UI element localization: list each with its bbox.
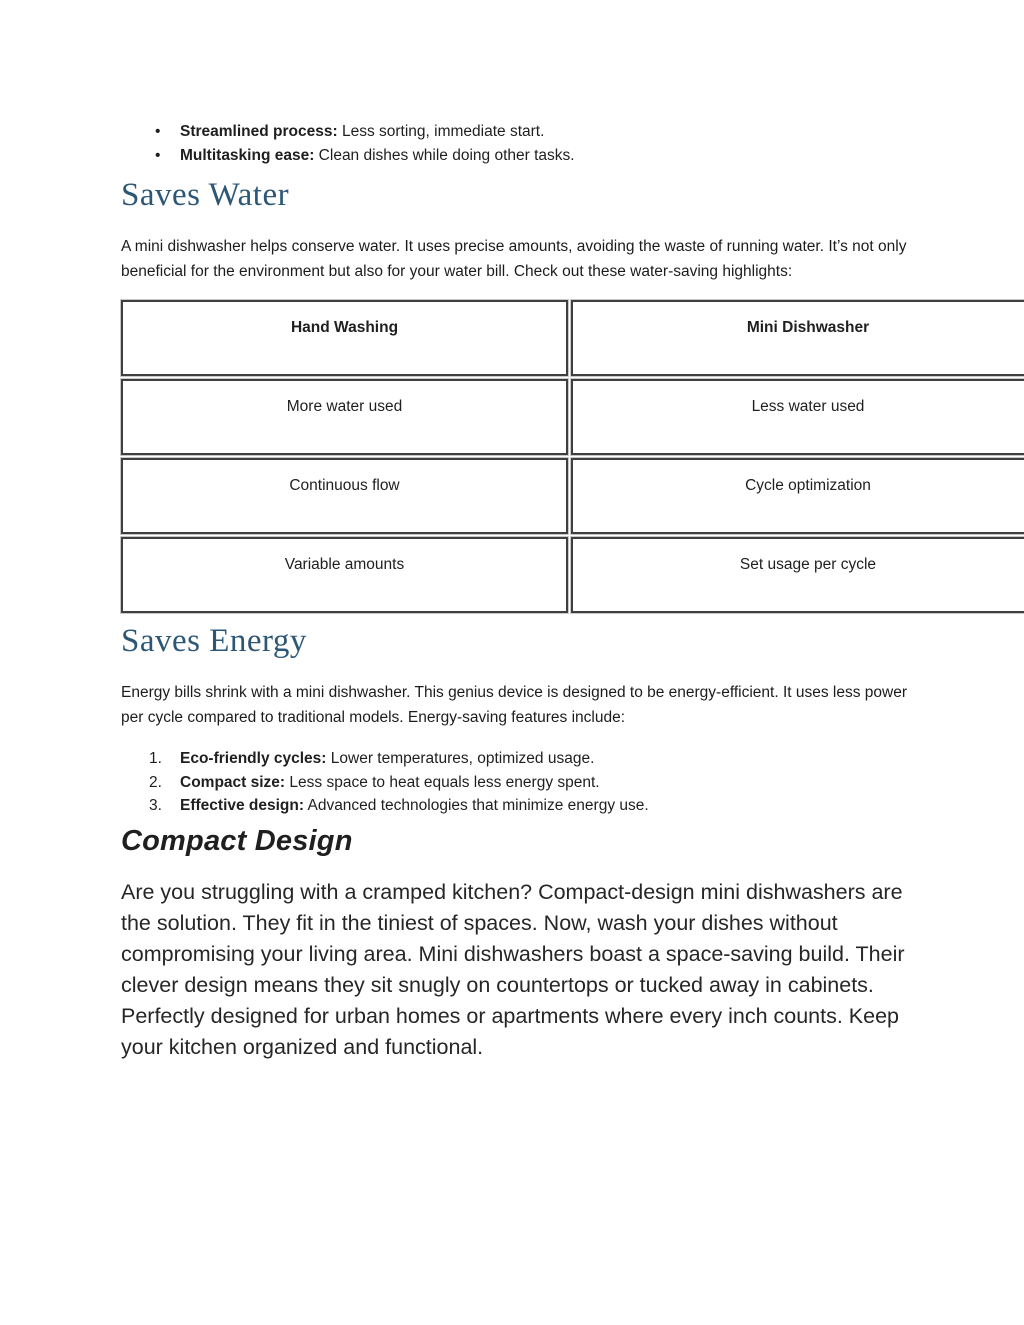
table-cell: More water used <box>121 379 568 455</box>
saves-water-heading: Saves Water <box>121 177 290 213</box>
list-item <box>121 747 1024 771</box>
bullet-label: Multitasking ease: <box>180 146 315 164</box>
bullet-text: Clean dishes while doing other tasks. <box>314 146 575 164</box>
table-cell: Variable amounts <box>121 537 568 613</box>
list-label: Effective design: <box>180 797 305 814</box>
bullet-label: Streamlined process: <box>180 123 338 140</box>
list-number: 2. <box>149 773 162 791</box>
list-label: Eco-friendly cycles: <box>180 750 327 767</box>
table-cell: Cycle optimization <box>571 458 1024 534</box>
saves-energy-paragraph: Energy bills shrink with a mini dishwasher. This genius device is designed to be energy-efficient. It uses less power per cycle compared to traditional models. Energy-saving features include: <box>121 684 908 726</box>
table-cell: Set usage per cycle <box>571 537 1024 613</box>
compact-design-paragraph: Are you struggling with a cramped kitchen? Compact-design mini dishwashers are the solution. They fit in the tiniest of spaces. Now, wash your dishes without compromising your living area. Mini dishwashers boast a space-saving build. Their clever design means they sit snugly on countertops or tucked away in cabinets. Perfectly designed for urban homes or apartments where every inch counts. Keep your kitchen organized and functional. <box>121 879 905 1059</box>
intro-bullet-list <box>121 120 1024 167</box>
list-number: 1. <box>149 750 162 767</box>
list-item <box>121 144 1024 168</box>
table-cell: Less water used <box>571 379 1024 455</box>
compact-design-heading: Compact Design <box>121 824 353 857</box>
saves-energy-heading: Saves Energy <box>121 623 307 659</box>
bullet-icon: • <box>155 146 161 164</box>
bullet-icon: • <box>155 123 161 140</box>
water-comparison-table <box>121 300 1024 613</box>
table-header-mini-dishwasher: Mini Dishwasher <box>571 300 1024 376</box>
bullet-text: Less sorting, immediate start. <box>337 123 545 140</box>
list-item <box>121 120 1024 144</box>
list-item <box>121 771 1024 795</box>
list-item <box>121 794 1024 818</box>
table-cell: Continuous flow <box>121 458 568 534</box>
saves-water-paragraph: A mini dishwasher helps conserve water. It uses precise amounts, avoiding the waste of running water. It’s not only beneficial for the environment but also for your water bill. Check out these water-saving highlights: <box>121 238 907 280</box>
list-label: Compact size: <box>180 773 286 791</box>
list-text: Advanced technologies that minimize energy use. <box>304 797 649 814</box>
energy-numbered-list <box>121 747 1024 818</box>
list-text: Less space to heat equals less energy spent. <box>285 773 600 791</box>
list-text: Lower temperatures, optimized usage. <box>326 750 595 767</box>
document-page <box>121 120 1024 1063</box>
list-number: 3. <box>149 797 162 814</box>
table-header-hand-washing: Hand Washing <box>121 300 568 376</box>
